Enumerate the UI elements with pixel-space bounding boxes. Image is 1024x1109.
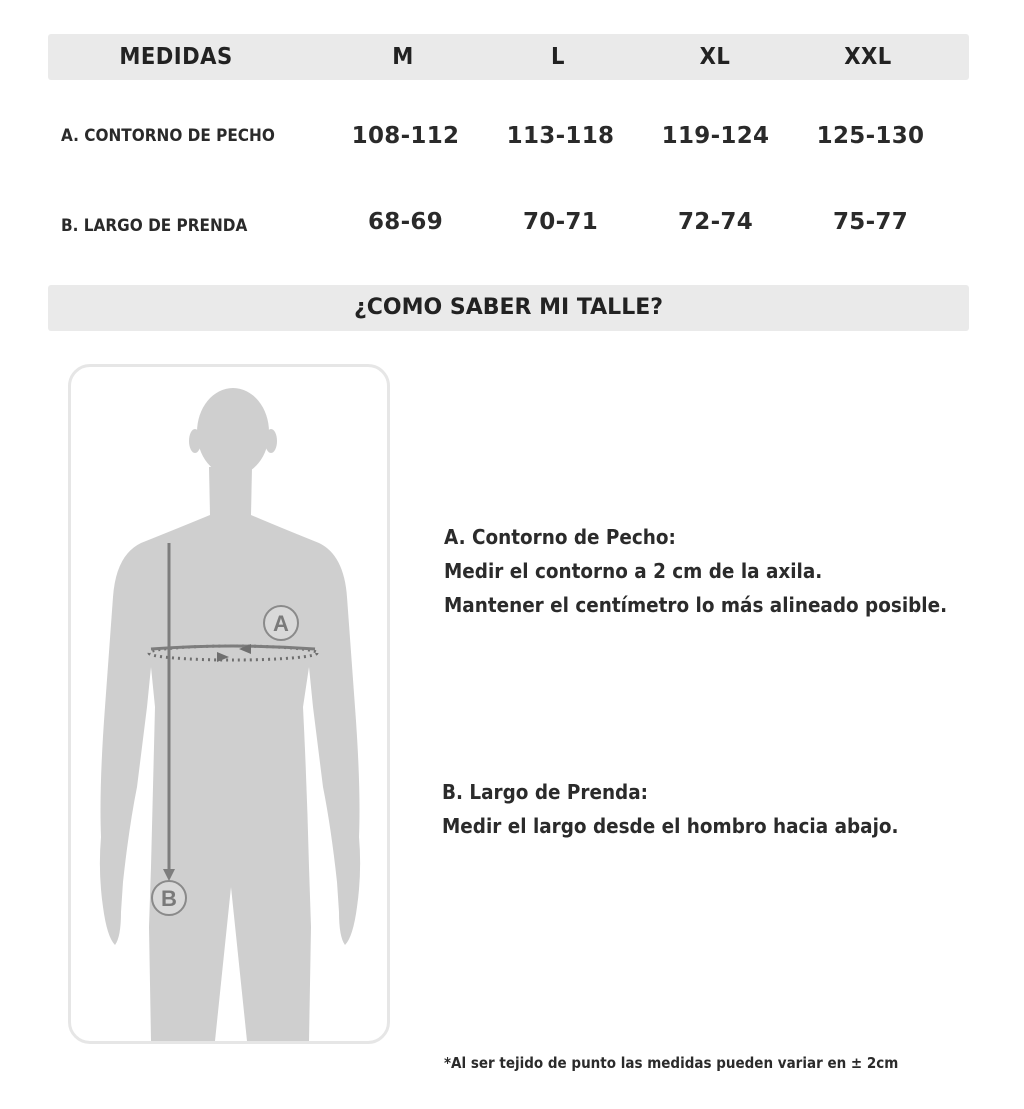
header-size-xl: XL	[699, 44, 731, 70]
value-length-xxl: 75-77	[832, 209, 909, 235]
instructions-chest-line2: Mantener el centímetro lo más alineado posible.	[444, 593, 948, 617]
body-silhouette-illustration	[71, 367, 387, 1041]
table-row-length	[48, 202, 969, 242]
body-silhouette	[100, 388, 360, 1041]
value-chest-xxl: 125-130	[816, 123, 925, 149]
instructions-chest-title: A. Contorno de Pecho:	[444, 525, 676, 549]
value-length-xl: 72-74	[677, 209, 754, 235]
marker-b-label: B	[161, 886, 177, 911]
header-size-l: L	[551, 44, 565, 70]
instructions-chest-line1: Medir el contorno a 2 cm de la axila.	[444, 559, 823, 583]
body-figure-frame	[68, 364, 390, 1044]
value-chest-m: 108-112	[351, 123, 460, 149]
value-chest-xl: 119-124	[661, 123, 770, 149]
header-label: MEDIDAS	[119, 44, 233, 70]
row-label-chest: A. CONTORNO DE PECHO	[61, 126, 275, 146]
row-label-length: B. LARGO DE PRENDA	[61, 216, 248, 236]
value-length-l: 70-71	[522, 209, 599, 235]
value-length-m: 68-69	[367, 209, 444, 235]
header-size-xxl: XXL	[844, 44, 892, 70]
section-title: ¿COMO SABER MI TALLE?	[48, 285, 969, 331]
header-size-m: M	[392, 44, 414, 70]
table-row-chest	[48, 116, 969, 156]
instructions-length-line1: Medir el largo desde el hombro hacia abajo.	[442, 814, 899, 838]
marker-a-label: A	[273, 611, 289, 636]
footnote: *Al ser tejido de punto las medidas pueden variar en ± 2cm	[444, 1054, 899, 1072]
value-chest-l: 113-118	[506, 123, 615, 149]
instructions-length-title: B. Largo de Prenda:	[442, 780, 648, 804]
size-table-header	[48, 34, 969, 80]
instructions-chest	[444, 520, 947, 622]
instructions-length	[442, 775, 899, 843]
